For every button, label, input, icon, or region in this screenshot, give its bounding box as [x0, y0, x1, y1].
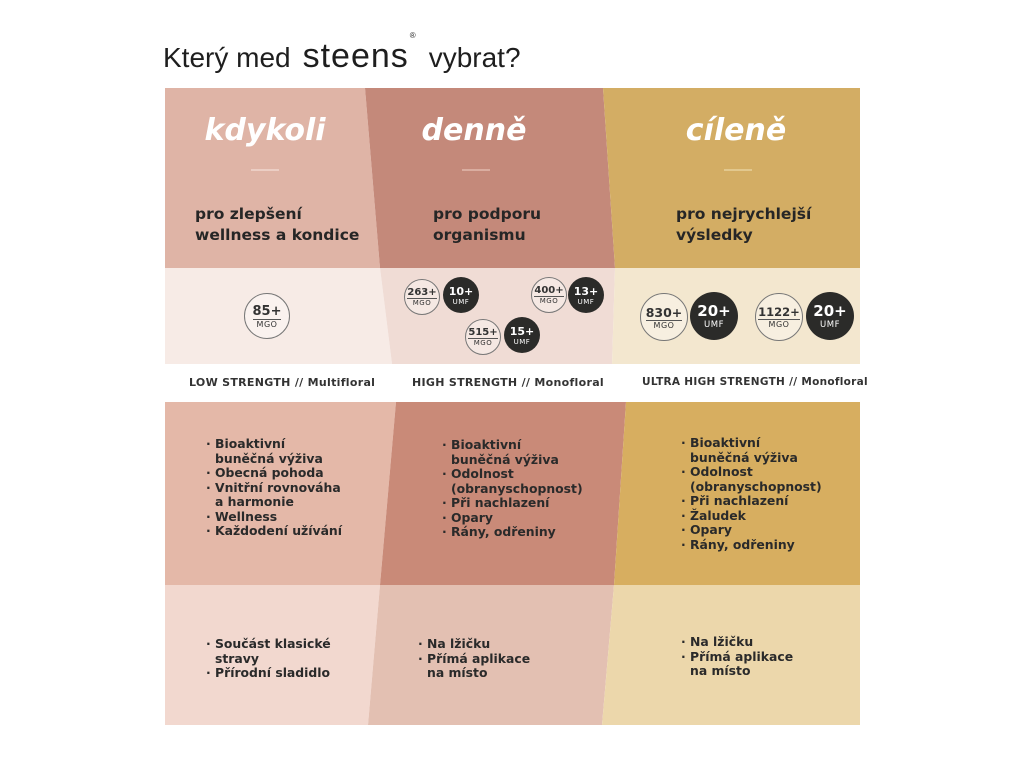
strength-level: ULTRA HIGH STRENGTH	[642, 376, 786, 388]
list-item: · Při nachlazení	[442, 496, 582, 511]
list-item: · Opary	[442, 511, 582, 526]
subtitle-line: pro nejrychlejší	[676, 205, 812, 223]
list-item: · Obecná pohoda	[206, 466, 346, 481]
mgo-badge	[755, 293, 803, 341]
mgo-unit: MGO	[256, 319, 278, 329]
mgo-value: 515+	[468, 327, 498, 338]
list-item: · Na lžičku	[418, 637, 538, 652]
umf-badge	[568, 277, 604, 313]
heading-kdykoli: kdykoli	[204, 113, 326, 148]
list-item: · Bioaktivní buněčná výživa	[206, 437, 346, 466]
strength-type: Monofloral	[801, 376, 868, 388]
mgo-badge	[244, 293, 290, 339]
mgo-value: 85+	[252, 303, 282, 319]
umf-unit: UMF	[704, 320, 724, 330]
benefits-list-cilene	[681, 436, 821, 552]
list-item: · Vnitřní rovnováha a harmonie	[206, 481, 346, 510]
heading-cilene: cíleně	[685, 113, 787, 148]
subtitle-kdykoli	[195, 204, 359, 246]
umf-value: 20+	[697, 302, 731, 320]
list-item: · Bioaktivní buněčná výživa	[681, 436, 821, 465]
strength-type: Monofloral	[534, 376, 604, 389]
brand-name: steens	[302, 36, 409, 75]
list-item: · Opary	[681, 523, 821, 538]
subtitle-line: pro zlepšení	[195, 205, 302, 223]
subtitle-cilene	[676, 204, 811, 246]
mgo-badge	[640, 293, 688, 341]
mgo-unit: MGO	[473, 339, 493, 347]
strength-separator: //	[789, 376, 798, 388]
mgo-badge	[531, 277, 567, 313]
list-item: · Na lžičku	[681, 635, 801, 650]
umf-value: 15+	[509, 324, 535, 338]
umf-unit: UMF	[452, 297, 470, 306]
umf-value: 13+	[573, 284, 599, 298]
subtitle-line: organismu	[433, 226, 526, 244]
mgo-unit: MGO	[539, 297, 559, 305]
strength-type: Multifloral	[307, 376, 376, 389]
mgo-unit: MGO	[412, 299, 432, 307]
list-item: · Při nachlazení	[681, 494, 821, 509]
umf-unit: UMF	[577, 297, 595, 306]
umf-badge	[806, 292, 854, 340]
usage-list-cilene	[681, 635, 801, 679]
list-item: · Žaludek	[681, 509, 821, 524]
strength-level: LOW STRENGTH	[189, 376, 291, 389]
strength-label-kdykoli	[189, 376, 375, 389]
umf-value: 20+	[813, 302, 847, 320]
umf-value: 10+	[448, 284, 474, 298]
mgo-badge	[404, 279, 440, 315]
strength-label-denne	[412, 376, 604, 389]
strength-label-cilene	[642, 376, 868, 388]
list-item: · Každodení užívání	[206, 524, 346, 539]
list-item: · Rány, odřeniny	[442, 525, 582, 540]
subtitle-line: pro podporu	[433, 205, 542, 223]
list-item: · Wellness	[206, 510, 346, 525]
mgo-value: 830+	[645, 304, 683, 320]
list-item: · Bioaktivní buněčná výživa	[442, 438, 582, 467]
mgo-value: 1122+	[758, 305, 800, 319]
umf-unit: UMF	[820, 320, 840, 330]
mgo-badge	[465, 319, 501, 355]
list-item: · Odolnost (obranyschopnost)	[681, 465, 821, 494]
strength-separator: //	[294, 376, 304, 389]
strength-level: HIGH STRENGTH	[412, 376, 518, 389]
benefits-list-denne	[442, 438, 582, 540]
brand-mark: ®	[409, 31, 417, 41]
usage-list-denne	[418, 637, 538, 681]
list-item: · Přímá aplikace na místo	[681, 650, 801, 679]
title-prefix: Který med	[163, 42, 291, 73]
list-item: · Přímá aplikace na místo	[418, 652, 538, 681]
subtitle-denne	[433, 204, 541, 246]
subtitle-line: wellness a kondice	[195, 226, 360, 244]
benefits-list-kdykoli	[206, 437, 346, 539]
umf-badge	[690, 292, 738, 340]
mgo-unit: MGO	[653, 320, 675, 330]
subtitle-line: výsledky	[676, 226, 753, 244]
umf-badge	[504, 317, 540, 353]
umf-unit: UMF	[513, 337, 531, 346]
strength-separator: //	[521, 376, 531, 389]
umf-badge	[443, 277, 479, 313]
list-item: · Rány, odřeniny	[681, 538, 821, 553]
mgo-unit: MGO	[768, 320, 790, 329]
mgo-value: 400+	[534, 285, 564, 296]
list-item: · Odolnost (obranyschopnost)	[442, 467, 582, 496]
heading-denne: denně	[421, 113, 527, 148]
usage-list-kdykoli	[206, 637, 376, 681]
mgo-value: 263+	[407, 287, 437, 298]
list-item: · Součást klasické stravy	[206, 637, 376, 666]
list-item: · Přírodní sladidlo	[206, 666, 376, 681]
title-suffix: vybrat?	[428, 42, 521, 73]
